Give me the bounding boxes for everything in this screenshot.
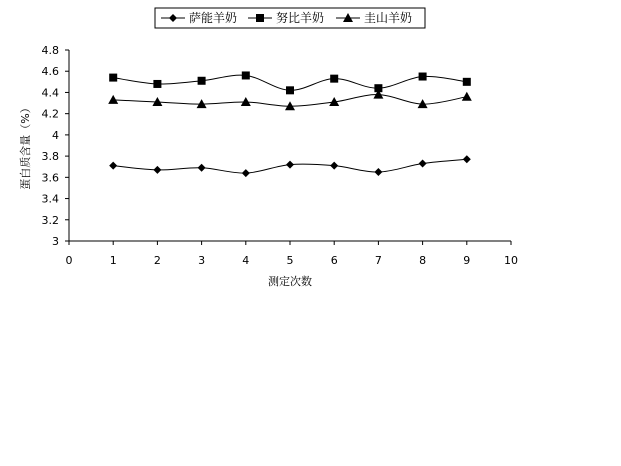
data-point [330,75,338,83]
legend-label: 圭山羊奶 [364,11,413,25]
y-tick-label: 4.6 [41,65,59,79]
data-point [463,78,471,86]
y-tick-label: 4.2 [41,107,59,121]
data-point [242,71,250,79]
axes [69,50,511,241]
legend-label: 萨能羊奶 [189,11,238,25]
x-tick-label: 5 [286,254,294,267]
x-tick-label: 6 [330,254,338,267]
y-tick-label: 4.4 [41,86,59,100]
x-tick-label: 9 [463,254,471,267]
x-tick-label: 3 [198,254,206,267]
y-tick-label: 3 [52,235,59,248]
x-tick-label: 0 [65,254,73,267]
series-2 [109,71,471,94]
data-point [198,164,206,172]
x-tick-label: 10 [504,254,518,267]
y-tick-label: 3.6 [41,171,59,185]
x-tick-label: 4 [242,254,250,267]
data-point [198,77,206,85]
data-point [108,95,118,104]
data-point [153,80,161,88]
data-point [374,168,382,176]
y-tick-label: 3.2 [41,213,59,227]
data-point [330,162,338,170]
x-tick-label: 1 [109,254,117,267]
y-tick-label: 3.8 [41,150,59,164]
data-point [462,92,472,101]
data-point [286,161,294,169]
data-point [463,155,471,163]
data-point [109,162,117,170]
data-point [419,160,427,168]
series-group [108,71,472,177]
y-tick-label: 4.8 [41,44,59,57]
y-axis-ticks [42,44,70,248]
data-point [242,169,250,177]
y-axis-title: 蛋白质含量（%） [19,102,32,190]
x-axis-ticks [66,241,519,267]
legend-label: 努比羊奶 [276,11,325,25]
legend [155,8,425,28]
x-tick-label: 2 [153,254,161,267]
data-point [419,73,427,81]
x-tick-label: 7 [374,254,382,267]
x-tick-label: 8 [419,254,427,267]
data-point [286,86,294,94]
data-point [153,166,161,174]
series-1 [109,155,471,177]
y-tick-label: 3.4 [41,192,59,206]
y-tick-label: 4 [52,128,59,142]
data-point [109,74,117,82]
x-axis-title: 测定次数 [268,275,312,288]
legend-marker [256,14,264,22]
